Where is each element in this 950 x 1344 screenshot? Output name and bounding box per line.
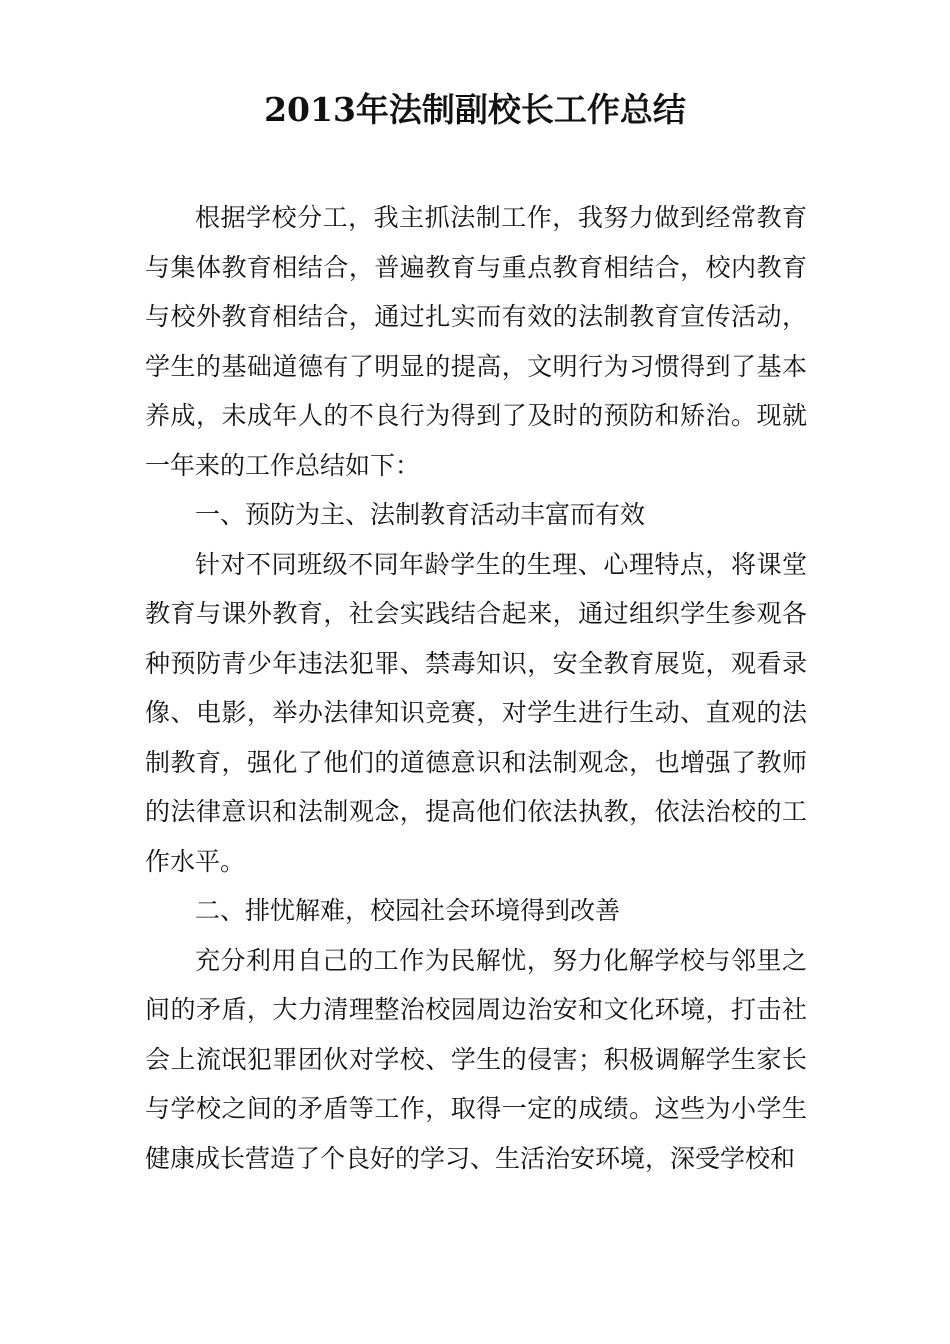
document-title: 2013年法制副校长工作总结 bbox=[264, 90, 686, 129]
section-heading-1: 一、预防为主、法制教育活动丰富而有效 bbox=[195, 500, 646, 529]
document-body bbox=[145, 193, 807, 1183]
paragraph-intro: 根据学校分工，我主抓法制工作，我努力做到经常教育与集体教育相结合，普遍教育与重点教育相结合，校内教育与校外教育相结合，通过扎实而有效的法制教育宣传活动，学生的基础道德有了明显的提高，文明行为习惯得到了基本养成，未成年人的不良行为得到了及时的预防和矫治。现就一年来的工作总结如下： bbox=[145, 203, 807, 480]
paragraph-section-1: 针对不同班级不同年龄学生的生理、心理特点，将课堂教育与课外教育，社会实践结合起来，通过组织学生参观各种预防青少年违法犯罪、禁毒知识，安全教育展览，观看录像、电影，举办法律知识竞赛，对学生进行生动、直观的法制教育，强化了他们的道德意识和法制观念，也增强了教师的法律意识和法制观念，提高他们依法执教，依法治校的工作水平。 bbox=[145, 549, 807, 876]
section-heading-2: 二、排忧解难，校园社会环境得到改善 bbox=[195, 896, 621, 925]
paragraph-section-2: 充分利用自己的工作为民解忧，努力化解学校与邻里之间的矛盾，大力清理整治校园周边治安和文化环境，打击社会上流氓犯罪团伙对学校、学生的侵害；积极调解学生家长与学校之间的矛盾等工作，取得一定的成绩。这些为小学生健康成长营造了个良好的学习、生活治安环境，深受学校和 bbox=[145, 945, 807, 1173]
